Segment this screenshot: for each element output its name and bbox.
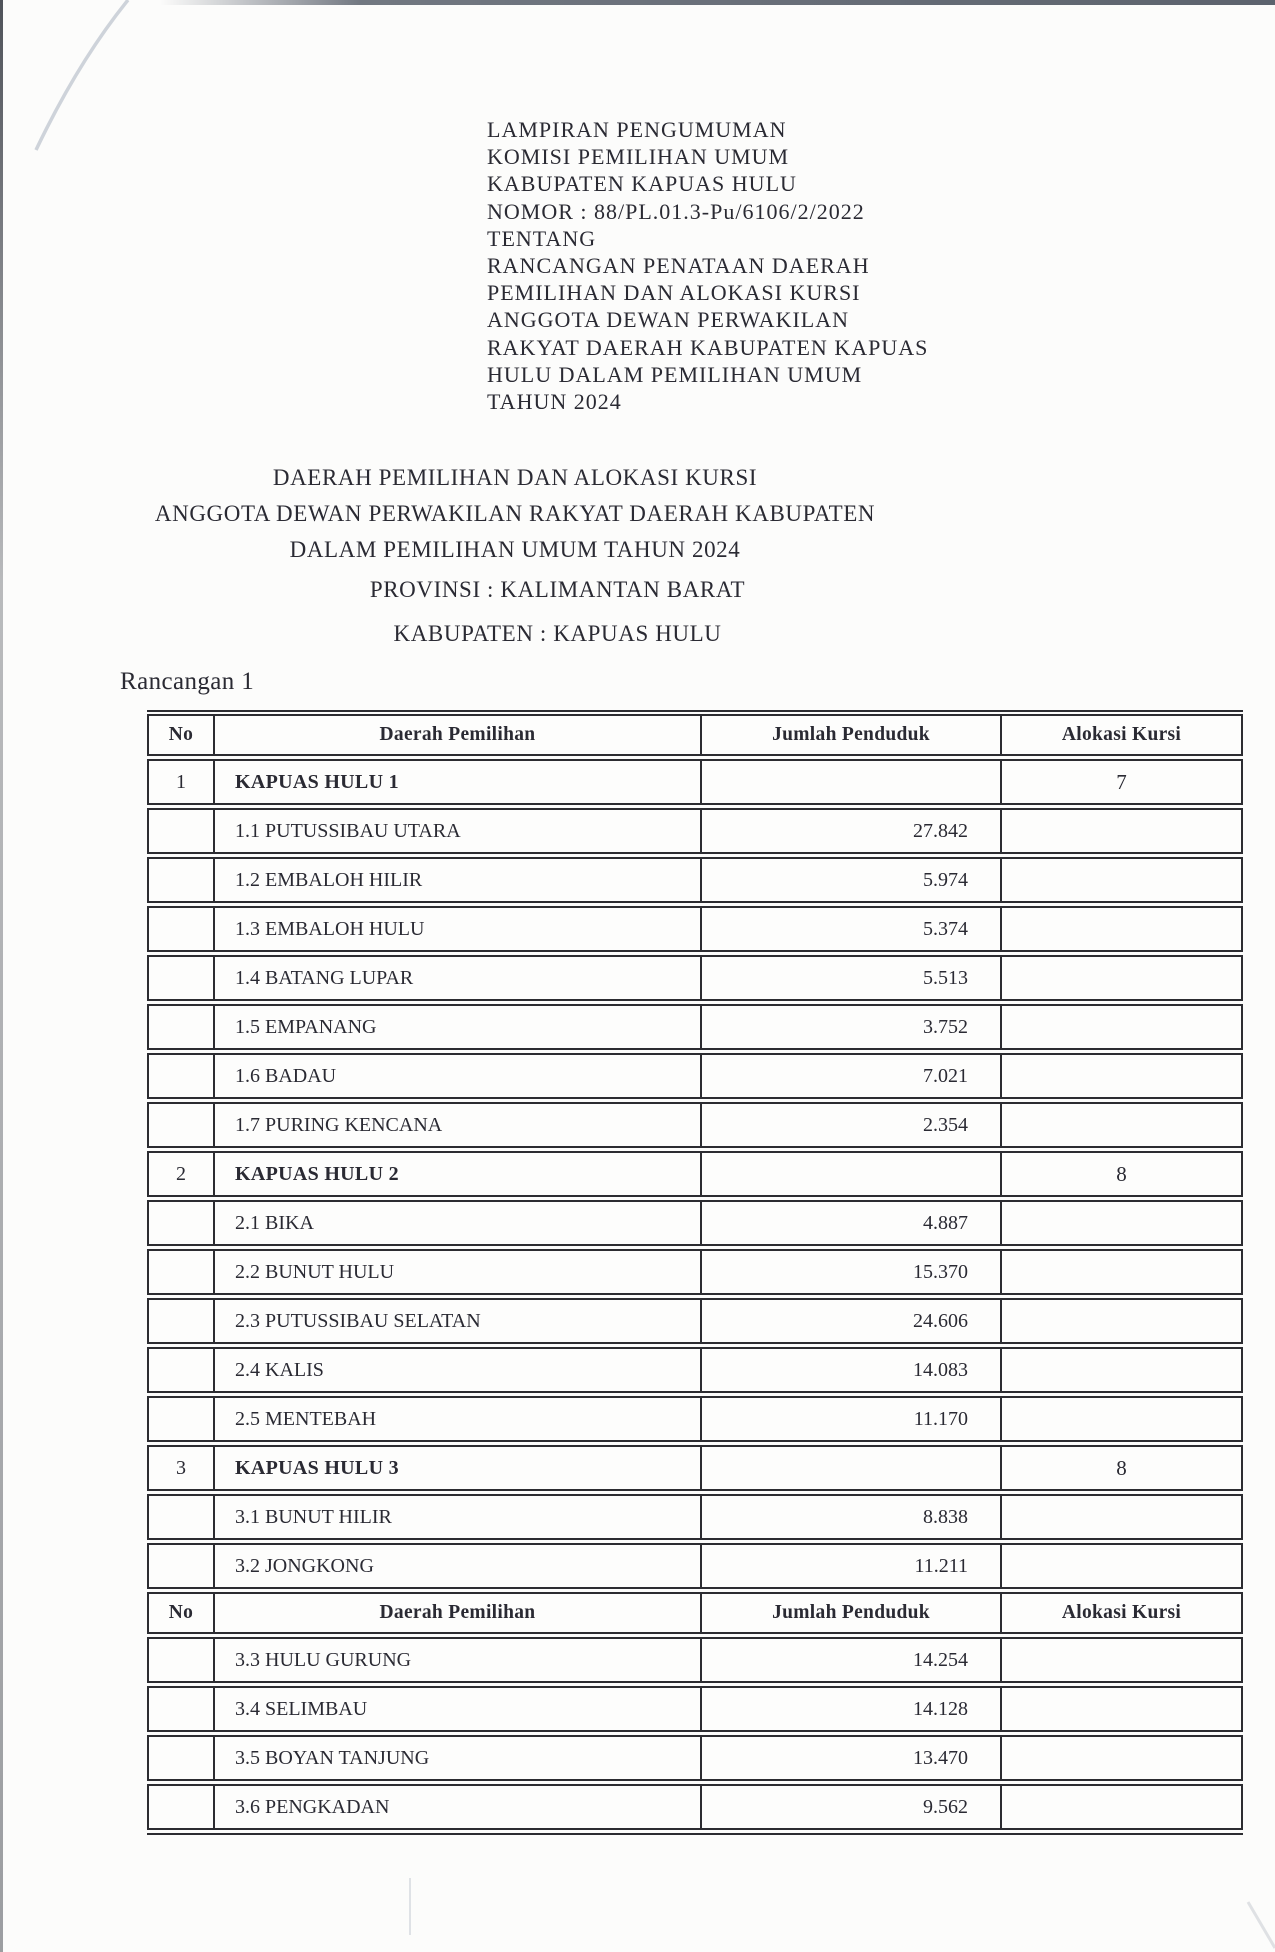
cell-daerah-pemilihan: 2.3 PUTUSSIBAU SELATAN — [215, 1300, 702, 1342]
cell-no — [149, 1349, 215, 1391]
cell-daerah-pemilihan: 1.5 EMPANANG — [215, 1006, 702, 1048]
cell-daerah-pemilihan: 1.6 BADAU — [215, 1055, 702, 1097]
cell-jumlah-penduduk: 14.083 — [702, 1349, 1002, 1391]
cell-no: 1 — [149, 761, 215, 803]
letterhead-line: TENTANG — [487, 225, 597, 251]
cell-alokasi-kursi — [1002, 1055, 1241, 1097]
cell-daerah-pemilihan: 1.4 BATANG LUPAR — [215, 957, 702, 999]
cell-no — [149, 1104, 215, 1146]
cell-no — [149, 1786, 215, 1828]
cell-jumlah-penduduk: 7.021 — [702, 1055, 1002, 1097]
cell-daerah-pemilihan: 1.1 PUTUSSIBAU UTARA — [215, 810, 702, 852]
cell-jumlah-penduduk: 9.562 — [702, 1786, 1002, 1828]
table-row — [147, 906, 1243, 952]
cell-no — [149, 1545, 215, 1587]
scan-corner-artifact — [1248, 1902, 1275, 1948]
letterhead-line: ANGGOTA DEWAN PERWAKILAN — [487, 307, 849, 333]
dapil-table-body — [147, 714, 1243, 1830]
cell-jumlah-penduduk — [702, 1447, 1002, 1489]
cell-jumlah-penduduk: 13.470 — [702, 1737, 1002, 1779]
cell-no — [149, 1398, 215, 1440]
cell-alokasi-kursi — [1002, 1688, 1241, 1730]
table-outer-border-bottom — [147, 1833, 1243, 1835]
cell-no: 2 — [149, 1153, 215, 1195]
table-header-row — [147, 714, 1243, 756]
cell-daerah-pemilihan: KAPUAS HULU 2 — [215, 1153, 702, 1195]
title-line: ANGGOTA DEWAN PERWAKILAN RAKYAT DAERAH KABUPATEN — [154, 501, 876, 526]
cell-no — [149, 1496, 215, 1538]
cell-daerah-pemilihan: 1.7 PURING KENCANA — [215, 1104, 702, 1146]
region-subtitle — [140, 568, 975, 656]
cell-no — [149, 1006, 215, 1048]
header-alokasi-kursi: Alokasi Kursi — [1061, 724, 1182, 745]
cell-jumlah-penduduk: 5.974 — [702, 859, 1002, 901]
table-row — [147, 1735, 1243, 1781]
header-no: No — [149, 716, 215, 754]
letterhead-line: TAHUN 2024 — [487, 389, 622, 415]
rancangan-label: Rancangan 1 — [120, 668, 255, 695]
title-line: DALAM PEMILIHAN UMUM TAHUN 2024 — [289, 537, 741, 562]
header-jumlah-penduduk: Jumlah Penduduk — [702, 1594, 1002, 1632]
table-row — [147, 1494, 1243, 1540]
cell-jumlah-penduduk: 3.752 — [702, 1006, 1002, 1048]
cell-jumlah-penduduk — [702, 761, 1002, 803]
cell-no — [149, 1688, 215, 1730]
cell-alokasi-kursi — [1002, 1398, 1241, 1440]
table-row — [147, 1151, 1243, 1197]
cell-jumlah-penduduk: 5.513 — [702, 957, 1002, 999]
cell-alokasi-kursi: 8 — [1116, 1161, 1127, 1186]
cell-alokasi-kursi — [1002, 957, 1241, 999]
cell-jumlah-penduduk — [702, 1153, 1002, 1195]
letterhead-block — [487, 116, 928, 415]
header-daerah-pemilihan: Daerah Pemilihan — [215, 1594, 702, 1632]
cell-jumlah-penduduk: 8.838 — [702, 1496, 1002, 1538]
document-title — [100, 460, 930, 568]
cell-no — [149, 1055, 215, 1097]
cell-alokasi-kursi — [1002, 1496, 1241, 1538]
cell-jumlah-penduduk: 4.887 — [702, 1202, 1002, 1244]
letterhead-line: RANCANGAN PENATAAN DAERAH — [487, 253, 870, 279]
cell-alokasi-kursi — [1002, 1349, 1241, 1391]
cell-jumlah-penduduk: 15.370 — [702, 1251, 1002, 1293]
cell-daerah-pemilihan: 2.2 BUNUT HULU — [215, 1251, 702, 1293]
cell-alokasi-kursi — [1002, 1300, 1241, 1342]
table-row — [147, 1686, 1243, 1732]
cell-daerah-pemilihan: 3.5 BOYAN TANJUNG — [215, 1737, 702, 1779]
cell-daerah-pemilihan: KAPUAS HULU 3 — [215, 1447, 702, 1489]
cell-daerah-pemilihan: 2.1 BIKA — [215, 1202, 702, 1244]
cell-alokasi-kursi — [1002, 810, 1241, 852]
letterhead-line-nomor: NOMOR : 88/PL.01.3-Pu/6106/2/2022 — [487, 198, 865, 224]
cell-daerah-pemilihan: 3.6 PENGKADAN — [215, 1786, 702, 1828]
cell-daerah-pemilihan: 1.2 EMBALOH HILIR — [215, 859, 702, 901]
cell-alokasi-kursi — [1002, 1104, 1241, 1146]
table-row — [147, 1298, 1243, 1344]
letterhead-line: KOMISI PEMILIHAN UMUM — [487, 144, 790, 170]
table-header-row-repeat — [147, 1592, 1243, 1634]
provinsi-line: PROVINSI : KALIMANTAN BARAT — [369, 577, 746, 602]
cell-no: 3 — [149, 1447, 215, 1489]
cell-no — [149, 1737, 215, 1779]
table-row — [147, 1200, 1243, 1246]
cell-alokasi-kursi — [1002, 1545, 1241, 1587]
header-jumlah-penduduk: Jumlah Penduduk — [702, 716, 1002, 754]
cell-no — [149, 957, 215, 999]
cell-alokasi-kursi: 8 — [1116, 1455, 1127, 1480]
letterhead-line: LAMPIRAN PENGUMUMAN — [487, 117, 787, 142]
table-row — [147, 1102, 1243, 1148]
cell-alokasi-kursi — [1002, 859, 1241, 901]
cell-no — [149, 1639, 215, 1681]
dapil-table — [147, 710, 1243, 1835]
cell-jumlah-penduduk: 2.354 — [702, 1104, 1002, 1146]
cell-jumlah-penduduk: 5.374 — [702, 908, 1002, 950]
cell-daerah-pemilihan: 2.5 MENTEBAH — [215, 1398, 702, 1440]
table-row — [147, 808, 1243, 854]
cell-alokasi-kursi — [1002, 1639, 1241, 1681]
title-line: DAERAH PEMILIHAN DAN ALOKASI KURSI — [272, 465, 758, 490]
table-row — [147, 1445, 1243, 1491]
table-row — [147, 1784, 1243, 1830]
table-row — [147, 1004, 1243, 1050]
cell-no — [149, 1251, 215, 1293]
table-row — [147, 759, 1243, 805]
cell-daerah-pemilihan: 3.1 BUNUT HILIR — [215, 1496, 702, 1538]
cell-daerah-pemilihan: 1.3 EMBALOH HULU — [215, 908, 702, 950]
cell-jumlah-penduduk: 27.842 — [702, 810, 1002, 852]
letterhead-line: KABUPATEN KAPUAS HULU — [487, 171, 797, 197]
header-daerah-pemilihan: Daerah Pemilihan — [215, 716, 702, 754]
table-row — [147, 955, 1243, 1001]
cell-no — [149, 859, 215, 901]
scan-edge-left — [0, 0, 3, 1952]
cell-jumlah-penduduk: 14.128 — [702, 1688, 1002, 1730]
scan-edge-top — [160, 0, 1275, 5]
cell-daerah-pemilihan: 3.4 SELIMBAU — [215, 1688, 702, 1730]
table-row — [147, 1637, 1243, 1683]
table-row — [147, 857, 1243, 903]
cell-jumlah-penduduk: 11.170 — [702, 1398, 1002, 1440]
header-no: No — [149, 1594, 215, 1632]
cell-alokasi-kursi — [1002, 1006, 1241, 1048]
cell-alokasi-kursi — [1002, 908, 1241, 950]
cell-alokasi-kursi: 7 — [1116, 769, 1127, 794]
kabupaten-line: KABUPATEN : KAPUAS HULU — [393, 621, 722, 646]
table-row — [147, 1543, 1243, 1589]
table-row — [147, 1396, 1243, 1442]
cell-daerah-pemilihan: KAPUAS HULU 1 — [215, 761, 702, 803]
cell-jumlah-penduduk: 24.606 — [702, 1300, 1002, 1342]
table-row — [147, 1249, 1243, 1295]
letterhead-line: PEMILIHAN DAN ALOKASI KURSI — [487, 280, 861, 306]
letterhead-line: RAKYAT DAERAH KABUPATEN KAPUAS — [487, 334, 929, 360]
cell-alokasi-kursi — [1002, 1786, 1241, 1828]
cell-no — [149, 1300, 215, 1342]
header-alokasi-kursi: Alokasi Kursi — [1061, 1602, 1182, 1623]
cell-no — [149, 810, 215, 852]
cell-alokasi-kursi — [1002, 1737, 1241, 1779]
cell-no — [149, 1202, 215, 1244]
cell-alokasi-kursi — [1002, 1251, 1241, 1293]
cell-alokasi-kursi — [1002, 1202, 1241, 1244]
cell-daerah-pemilihan: 3.3 HULU GURUNG — [215, 1639, 702, 1681]
table-outer-border-top — [147, 710, 1243, 712]
letterhead-line: HULU DALAM PEMILIHAN UMUM — [487, 361, 863, 387]
table-row — [147, 1347, 1243, 1393]
cell-daerah-pemilihan: 3.2 JONGKONG — [215, 1545, 702, 1587]
cell-jumlah-penduduk: 11.211 — [702, 1545, 1002, 1587]
cell-daerah-pemilihan: 2.4 KALIS — [215, 1349, 702, 1391]
cell-jumlah-penduduk: 14.254 — [702, 1639, 1002, 1681]
table-row — [147, 1053, 1243, 1099]
scan-diagonal-mark — [36, 0, 128, 150]
cell-no — [149, 908, 215, 950]
